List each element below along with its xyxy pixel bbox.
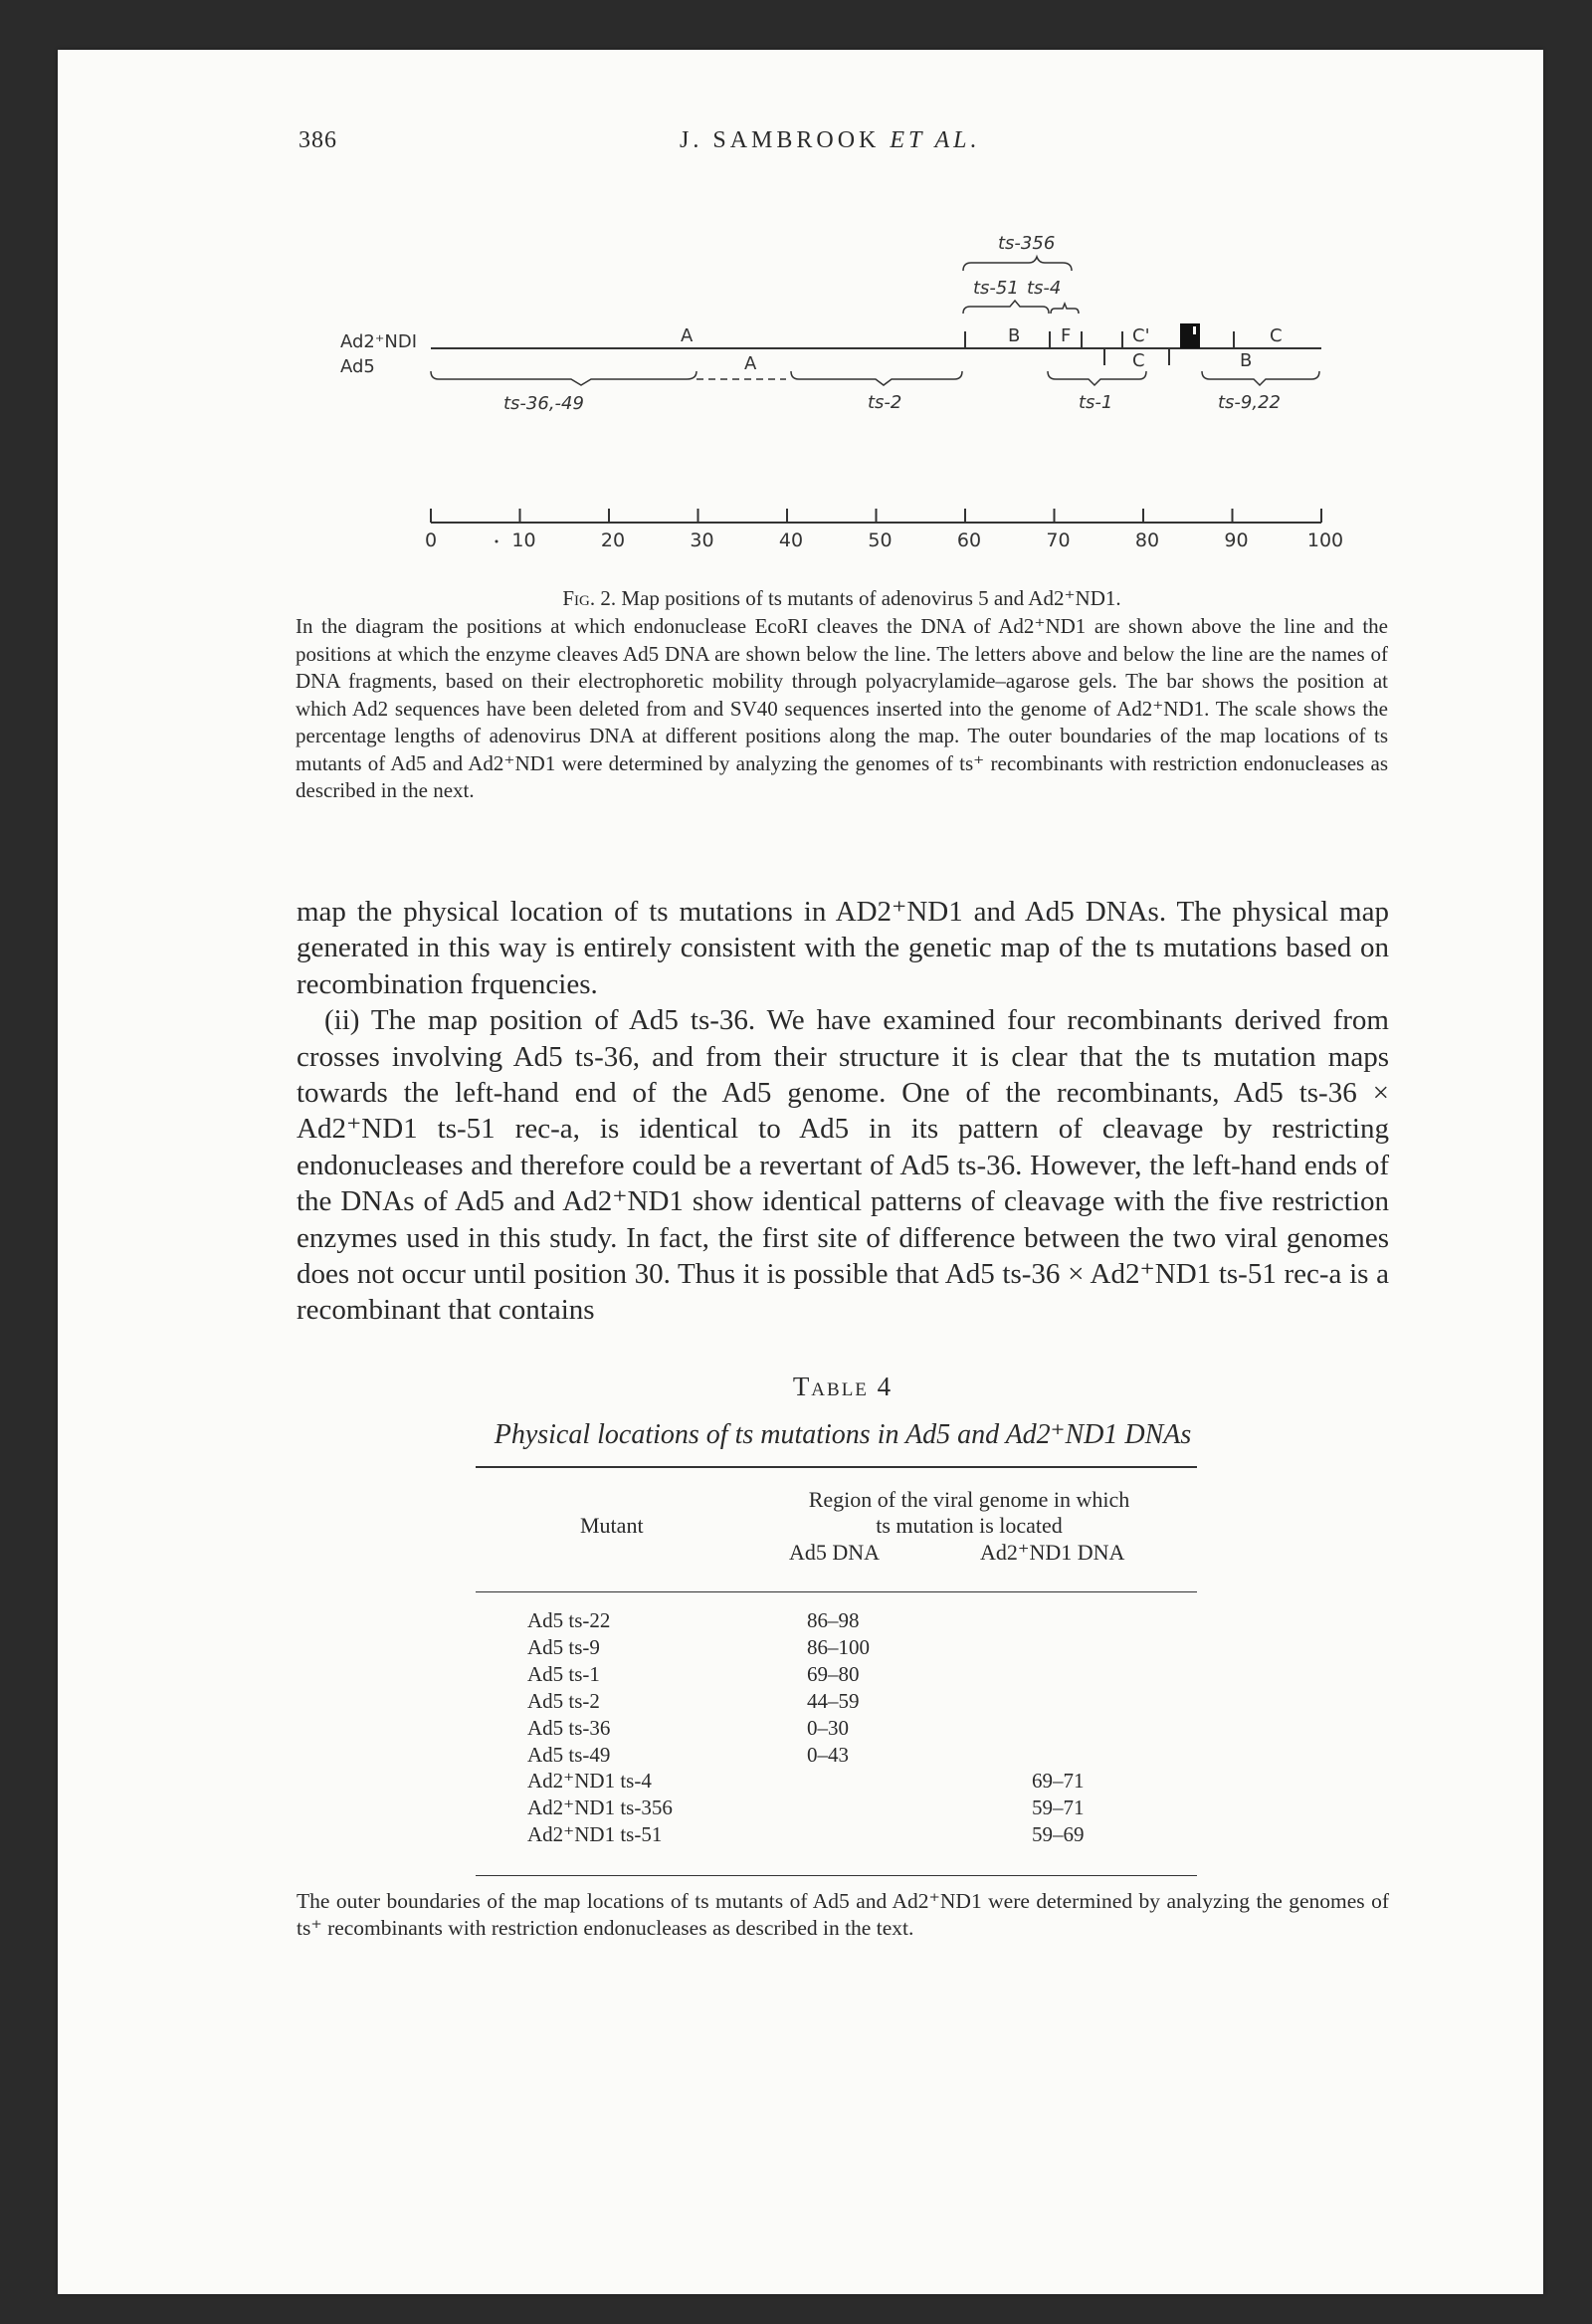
table-header-ad5: Ad5 DNA — [789, 1540, 881, 1565]
table-cell-mutant: Ad5 ts-22 — [527, 1608, 611, 1632]
table-subtitle: Physical locations of ts mutations in Ad5 and Ad2⁺ND1 DNAs — [494, 1419, 1192, 1450]
scale-label: 10 — [511, 529, 536, 551]
table-header-mutant: Mutant — [580, 1513, 644, 1538]
scale-label: 30 — [690, 529, 714, 551]
scale-label: 0 — [424, 529, 438, 551]
frag-above-f: F — [1061, 325, 1072, 346]
table-cell-mutant: Ad5 ts-36 — [527, 1715, 611, 1740]
table-cell-mutant: Ad5 ts-9 — [527, 1634, 600, 1659]
table-heading: Table 4 — [792, 1372, 894, 1401]
scale-label: 40 — [778, 529, 804, 551]
bracket-ts-4 — [1051, 304, 1079, 314]
paragraph-2: (ii) The map position of Ad5 ts-36. We have examined four recombinants derived from crosses involving Ad5 ts-36, and from their structure it is clear that the ts mutation maps towards the left-hand end of the Ad5 genome. One of the recombinants, Ad5 ts-36 × Ad2⁺ND1 ts-51 rec-a, is identical to Ad5 in its pattern of cleavage by restricting endonucleases and therefore could be a revertant of Ad5 ts-36. However, the left-hand ends of the DNAs of Ad5 and Ad2⁺ND1 show identical patterns of cleavage with the five restriction enzymes used in this study. In fact, the first site of difference between the two viral genomes does not occur until position 30. Thus it is possible that Ad5 ts-36 × Ad2⁺ND1 ts-51 rec-a is a recombinant that contains — [297, 1004, 1389, 1327]
table-top-rule — [476, 1466, 1197, 1468]
figure-label: Fig. 2. — [562, 586, 617, 610]
scale-ticks — [425, 509, 1343, 551]
table-cell-ad2: 59–69 — [1032, 1822, 1085, 1847]
bracket-ts-356 — [963, 257, 1072, 271]
table-header-region-1: Region of the viral genome in which — [808, 1487, 1130, 1512]
bracket-ts-51 — [963, 301, 1049, 314]
bracket-ts-36-49 — [431, 371, 696, 385]
table-cell-mutant: Ad5 ts-1 — [527, 1661, 600, 1686]
mutant-ts-9-22: ts-9,22 — [1218, 392, 1282, 413]
table-cell-ad5: 0–43 — [807, 1742, 849, 1767]
figure-title-text: Map positions of ts mutants of adenovirus 5 and Ad2⁺ND1. — [621, 586, 1121, 610]
scale-dot — [496, 540, 498, 543]
bracket-ts-9-22 — [1202, 371, 1319, 385]
scale-label: 70 — [1046, 529, 1071, 551]
mutant-ts-4: ts-4 — [1027, 278, 1062, 299]
mutant-ts-2: ts-2 — [868, 392, 902, 413]
row-label-ad5: Ad5 — [340, 356, 375, 377]
row-label-ad2: Ad2⁺NDI — [340, 331, 418, 352]
body-text — [297, 894, 1389, 1329]
table-header-ad2: Ad2⁺ND1 DNA — [980, 1540, 1125, 1565]
running-head-author: J. SAMBROOK — [680, 127, 881, 153]
table-cell-mutant: Ad2⁺ND1 ts-51 — [527, 1822, 663, 1847]
table-cell-ad5: 44–59 — [807, 1688, 860, 1713]
frag-above-b: B — [1008, 325, 1021, 346]
frag-below-a: A — [744, 353, 757, 374]
scale-label: 80 — [1134, 529, 1160, 551]
figure-caption-body: In the diagram the positions at which endonuclease EcoRI cleaves the DNA of Ad2⁺ND1 are shown above the line and the positions at which the enzyme cleaves Ad5 DNA are shown below the line. The letters above and below the line are the names of DNA fragments, based on their electrophoretic mobility through polyacrylamide–agarose gels. The bar shows the position at which Ad2 sequences have been deleted from and SV40 sequences inserted into the genome of Ad2⁺ND1. The scale shows the percentage lengths of adenovirus DNA at different positions along the map. The outer boundaries of the map locations of ts mutants of Ad5 and Ad2⁺ND1 were determined by analyzing the genomes of ts⁺ recombinants with restriction endonucleases as described in the next. — [296, 614, 1388, 802]
table-cell-mutant: Ad2⁺ND1 ts-356 — [527, 1796, 673, 1820]
frag-above-a: A — [681, 325, 694, 346]
mutant-ts-36-49: ts-36,-49 — [503, 393, 584, 414]
table-cell-ad5: 0–30 — [807, 1715, 849, 1740]
scale-label: 100 — [1306, 529, 1344, 551]
scale-label: 90 — [1224, 529, 1249, 551]
figure-caption-title — [296, 586, 1388, 611]
table-header-region-2: ts mutation is located — [876, 1513, 1063, 1538]
scale-label: 50 — [868, 529, 893, 551]
table-footnote: The outer boundaries of the map locations of ts mutants of Ad5 and Ad2⁺ND1 were determined by analyzing the genomes of ts⁺ recombinants with restriction endonucleases as described in the text. — [297, 1889, 1389, 1940]
mutant-ts-356: ts-356 — [998, 233, 1056, 254]
frag-below-c: C — [1132, 350, 1145, 371]
running-head-etal: ET AL. — [890, 127, 981, 153]
figure-map — [0, 0, 1592, 557]
paragraph-1: map the physical location of ts mutations in AD2⁺ND1 and Ad5 DNAs. The physical map generated in this way is entirely consistent with the genetic map of the ts mutations based on recombination frquencies. — [297, 896, 1389, 1000]
table-cell-ad5: 86–100 — [807, 1634, 870, 1659]
frag-below-b: B — [1240, 350, 1253, 371]
deletion-bar — [1180, 323, 1200, 348]
scale-label: 20 — [600, 529, 626, 551]
deletion-bar-mark — [1193, 326, 1196, 334]
table-cell-ad5: 86–98 — [807, 1608, 860, 1632]
frag-above-c: C — [1270, 325, 1283, 346]
table-cell-ad2: 69–71 — [1032, 1769, 1085, 1794]
page-number: 386 — [298, 127, 337, 153]
table-cell-mutant: Ad2⁺ND1 ts-4 — [527, 1769, 652, 1794]
bracket-ts-1 — [1048, 371, 1146, 385]
table-cell-mutant: Ad5 ts-2 — [527, 1688, 600, 1713]
table-header-rule — [476, 1591, 1197, 1592]
scale-label: 60 — [956, 529, 982, 551]
table-cell-ad2: 59–71 — [1032, 1796, 1085, 1820]
table-bottom-rule — [476, 1875, 1197, 1876]
mutant-ts-51: ts-51 — [973, 278, 1019, 299]
mutant-ts-1: ts-1 — [1079, 392, 1113, 413]
table-cell-ad5: 69–80 — [807, 1661, 860, 1686]
table-cell-mutant: Ad5 ts-49 — [527, 1742, 611, 1767]
bracket-ts-2 — [791, 371, 962, 385]
frag-above-c-prime: C' — [1132, 325, 1150, 346]
